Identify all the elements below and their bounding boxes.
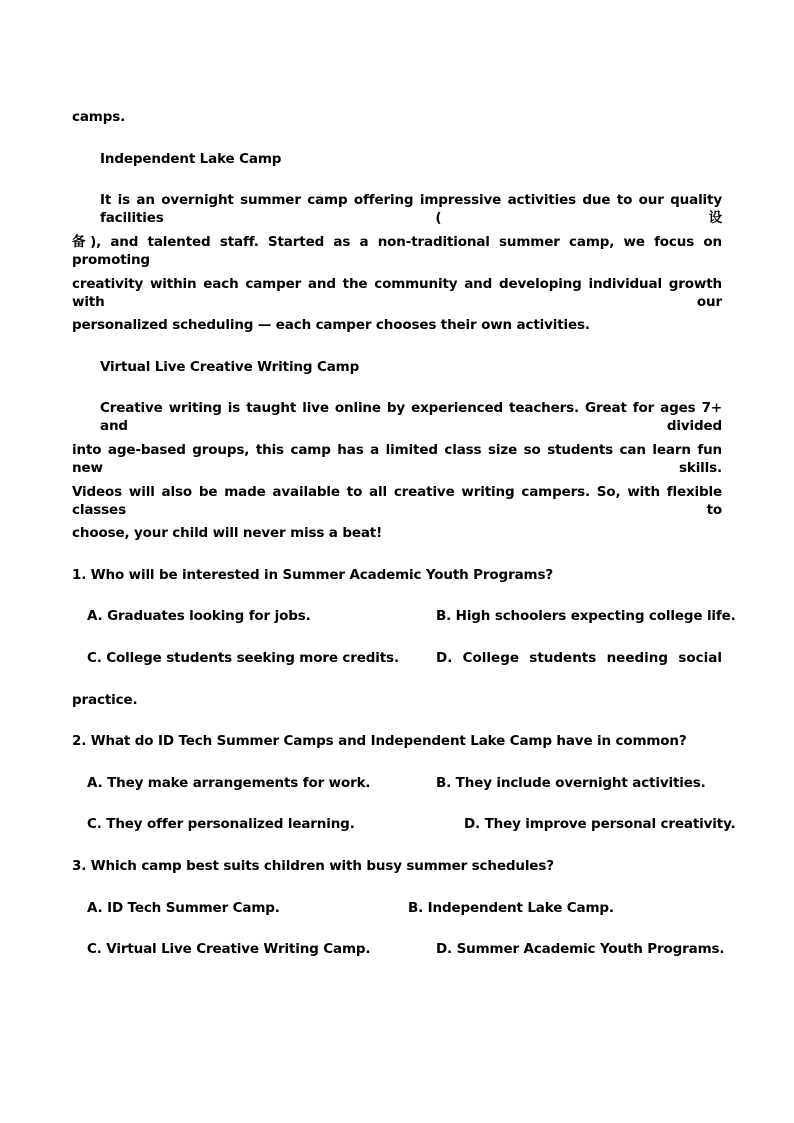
camp3-line-1: It is an overnight summer camp offering impressive activities due to our quality facilities (设 [100,192,722,226]
camp3-line-4: personalized scheduling — each camper chooses their own activities. [72,317,590,333]
question-3-stem: 3. Which camp best suits children with busy summer schedules? [72,858,554,874]
camp4-line-1: Creative writing is taught live online by experienced teachers. Great for ages 7+ and divided [100,400,722,434]
q1-option-d-continued: practice. [72,692,138,708]
camp3-line-3: creativity within each camper and the community and developing individual growth with our [72,276,722,310]
q3-option-a: A. ID Tech Summer Camp. [87,900,280,916]
q1-option-d: D. College students needing social [436,650,722,666]
camp4-line-4: choose, your child will never miss a beat! [72,525,383,541]
camp3-line-2: 备), and talented staff. Started as a non-traditional summer camp, we focus on promoting [72,234,722,268]
question-2-stem: 2. What do ID Tech Summer Camps and Independent Lake Camp have in common? [72,733,687,749]
q2-option-c: C. They offer personalized learning. [87,816,355,832]
q2-option-b: B. They include overnight activities. [436,775,706,791]
camp4-line-2: into age-based groups, this camp has a limited class size so students can learn fun new skills. [72,442,722,476]
q2-option-d: D. They improve personal creativity. [464,816,736,832]
camp-title-independent-lake: Independent Lake Camp [100,151,282,167]
camp-title-virtual-writing: Virtual Live Creative Writing Camp [100,359,360,375]
q3-option-c: C. Virtual Live Creative Writing Camp. [87,941,371,957]
q2-option-a: A. They make arrangements for work. [87,775,371,791]
q3-option-b: B. Independent Lake Camp. [408,900,614,916]
q1-option-c: C. College students seeking more credits. [87,650,399,666]
camp4-line-3: Videos will also be made available to all creative writing campers. So, with flexible classes to [72,484,722,518]
q3-option-d: D. Summer Academic Youth Programs. [436,941,725,957]
q1-option-a: A. Graduates looking for jobs. [87,608,311,624]
passage-fragment: camps. [72,109,126,125]
question-1-stem: 1. Who will be interested in Summer Academic Youth Programs? [72,567,554,583]
q1-option-b: B. High schoolers expecting college life. [436,608,736,624]
